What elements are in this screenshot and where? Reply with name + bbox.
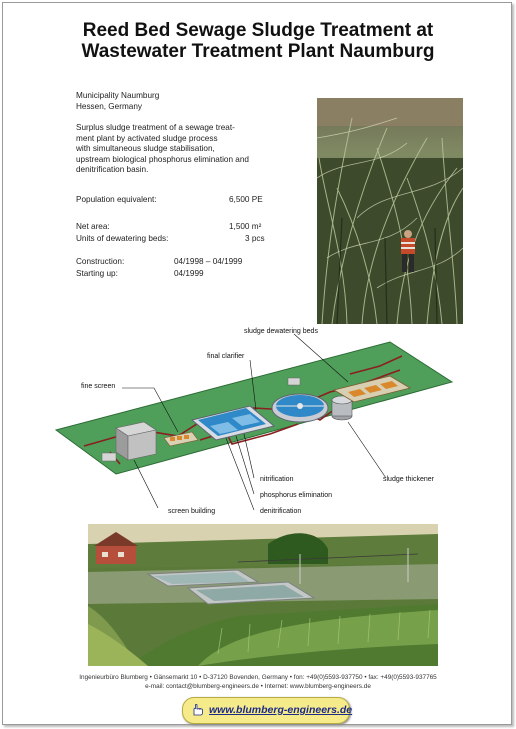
title-line-2: Wastewater Treatment Plant Naumburg <box>81 41 435 62</box>
population-label: Population equivalent: <box>76 195 157 204</box>
control-hut <box>288 378 300 385</box>
plant-overview-photo <box>88 524 438 666</box>
page-title <box>0 20 516 62</box>
area-label: Net area: <box>76 222 110 231</box>
description-line: ment plant by activated sludge process <box>76 133 218 143</box>
website-link-text[interactable]: www.blumberg-engineers.de <box>209 704 353 716</box>
sludge-thickener <box>332 396 352 420</box>
start-label: Starting up: <box>76 269 118 278</box>
area-value: 1,500 m² <box>229 222 262 231</box>
label-sludge-dewatering-beds: sludge dewatering beds <box>244 328 318 335</box>
description-line: upstream biological phosphorus elimination and <box>76 154 249 164</box>
screen-building <box>116 422 156 460</box>
label-nitrification: nitrification <box>260 476 294 483</box>
location-region: Hessen, Germany <box>76 101 142 111</box>
location-block <box>76 91 159 112</box>
label-sludge-thickener: sludge thickener <box>383 476 434 483</box>
footer-contact-line: Ingenieurbüro Blumberg • Gänsemarkt 10 • D-37120 Bovenden, Germany • fon: +49(0)5593-937750 • fax: +49(0)5593-937765 <box>79 674 437 681</box>
units-label: Units of dewatering beds: <box>76 234 169 243</box>
description-line: with simultaneous sludge stabilisation, <box>76 144 215 153</box>
label-final-clarifier: final clarifier <box>207 353 245 360</box>
title-line-1: Reed Bed Sewage Sludge Treatment at <box>82 20 434 41</box>
website-button[interactable] <box>182 697 353 724</box>
units-value: 3 pcs <box>245 234 265 243</box>
population-value: 6,500 PE <box>229 195 263 204</box>
start-value: 04/1999 <box>174 269 204 278</box>
label-denitrification: denitrification <box>260 508 302 515</box>
construction-label: Construction: <box>76 257 125 266</box>
description-line: denitrification basin. <box>76 165 149 174</box>
location-municipality: Municipality Naumburg <box>76 91 160 100</box>
description-line: Surplus sludge treatment of a sewage treat- <box>76 123 235 132</box>
reed-bed-photo <box>317 98 463 324</box>
footer-web-line: e-mail: contact@blumberg-engineers.de • Internet: www.blumberg-engineers.de <box>145 683 371 690</box>
label-screen-building: screen building <box>168 508 216 515</box>
final-clarifier <box>272 394 328 422</box>
construction-value: 04/1998 – 04/1999 <box>174 257 243 266</box>
label-phosphorus-elimination: phosphorus elimination <box>260 492 332 499</box>
description-block <box>76 123 249 176</box>
hand-cursor-icon <box>191 704 205 716</box>
small-hut <box>102 453 116 461</box>
label-fine-screen: fine screen <box>81 383 116 390</box>
